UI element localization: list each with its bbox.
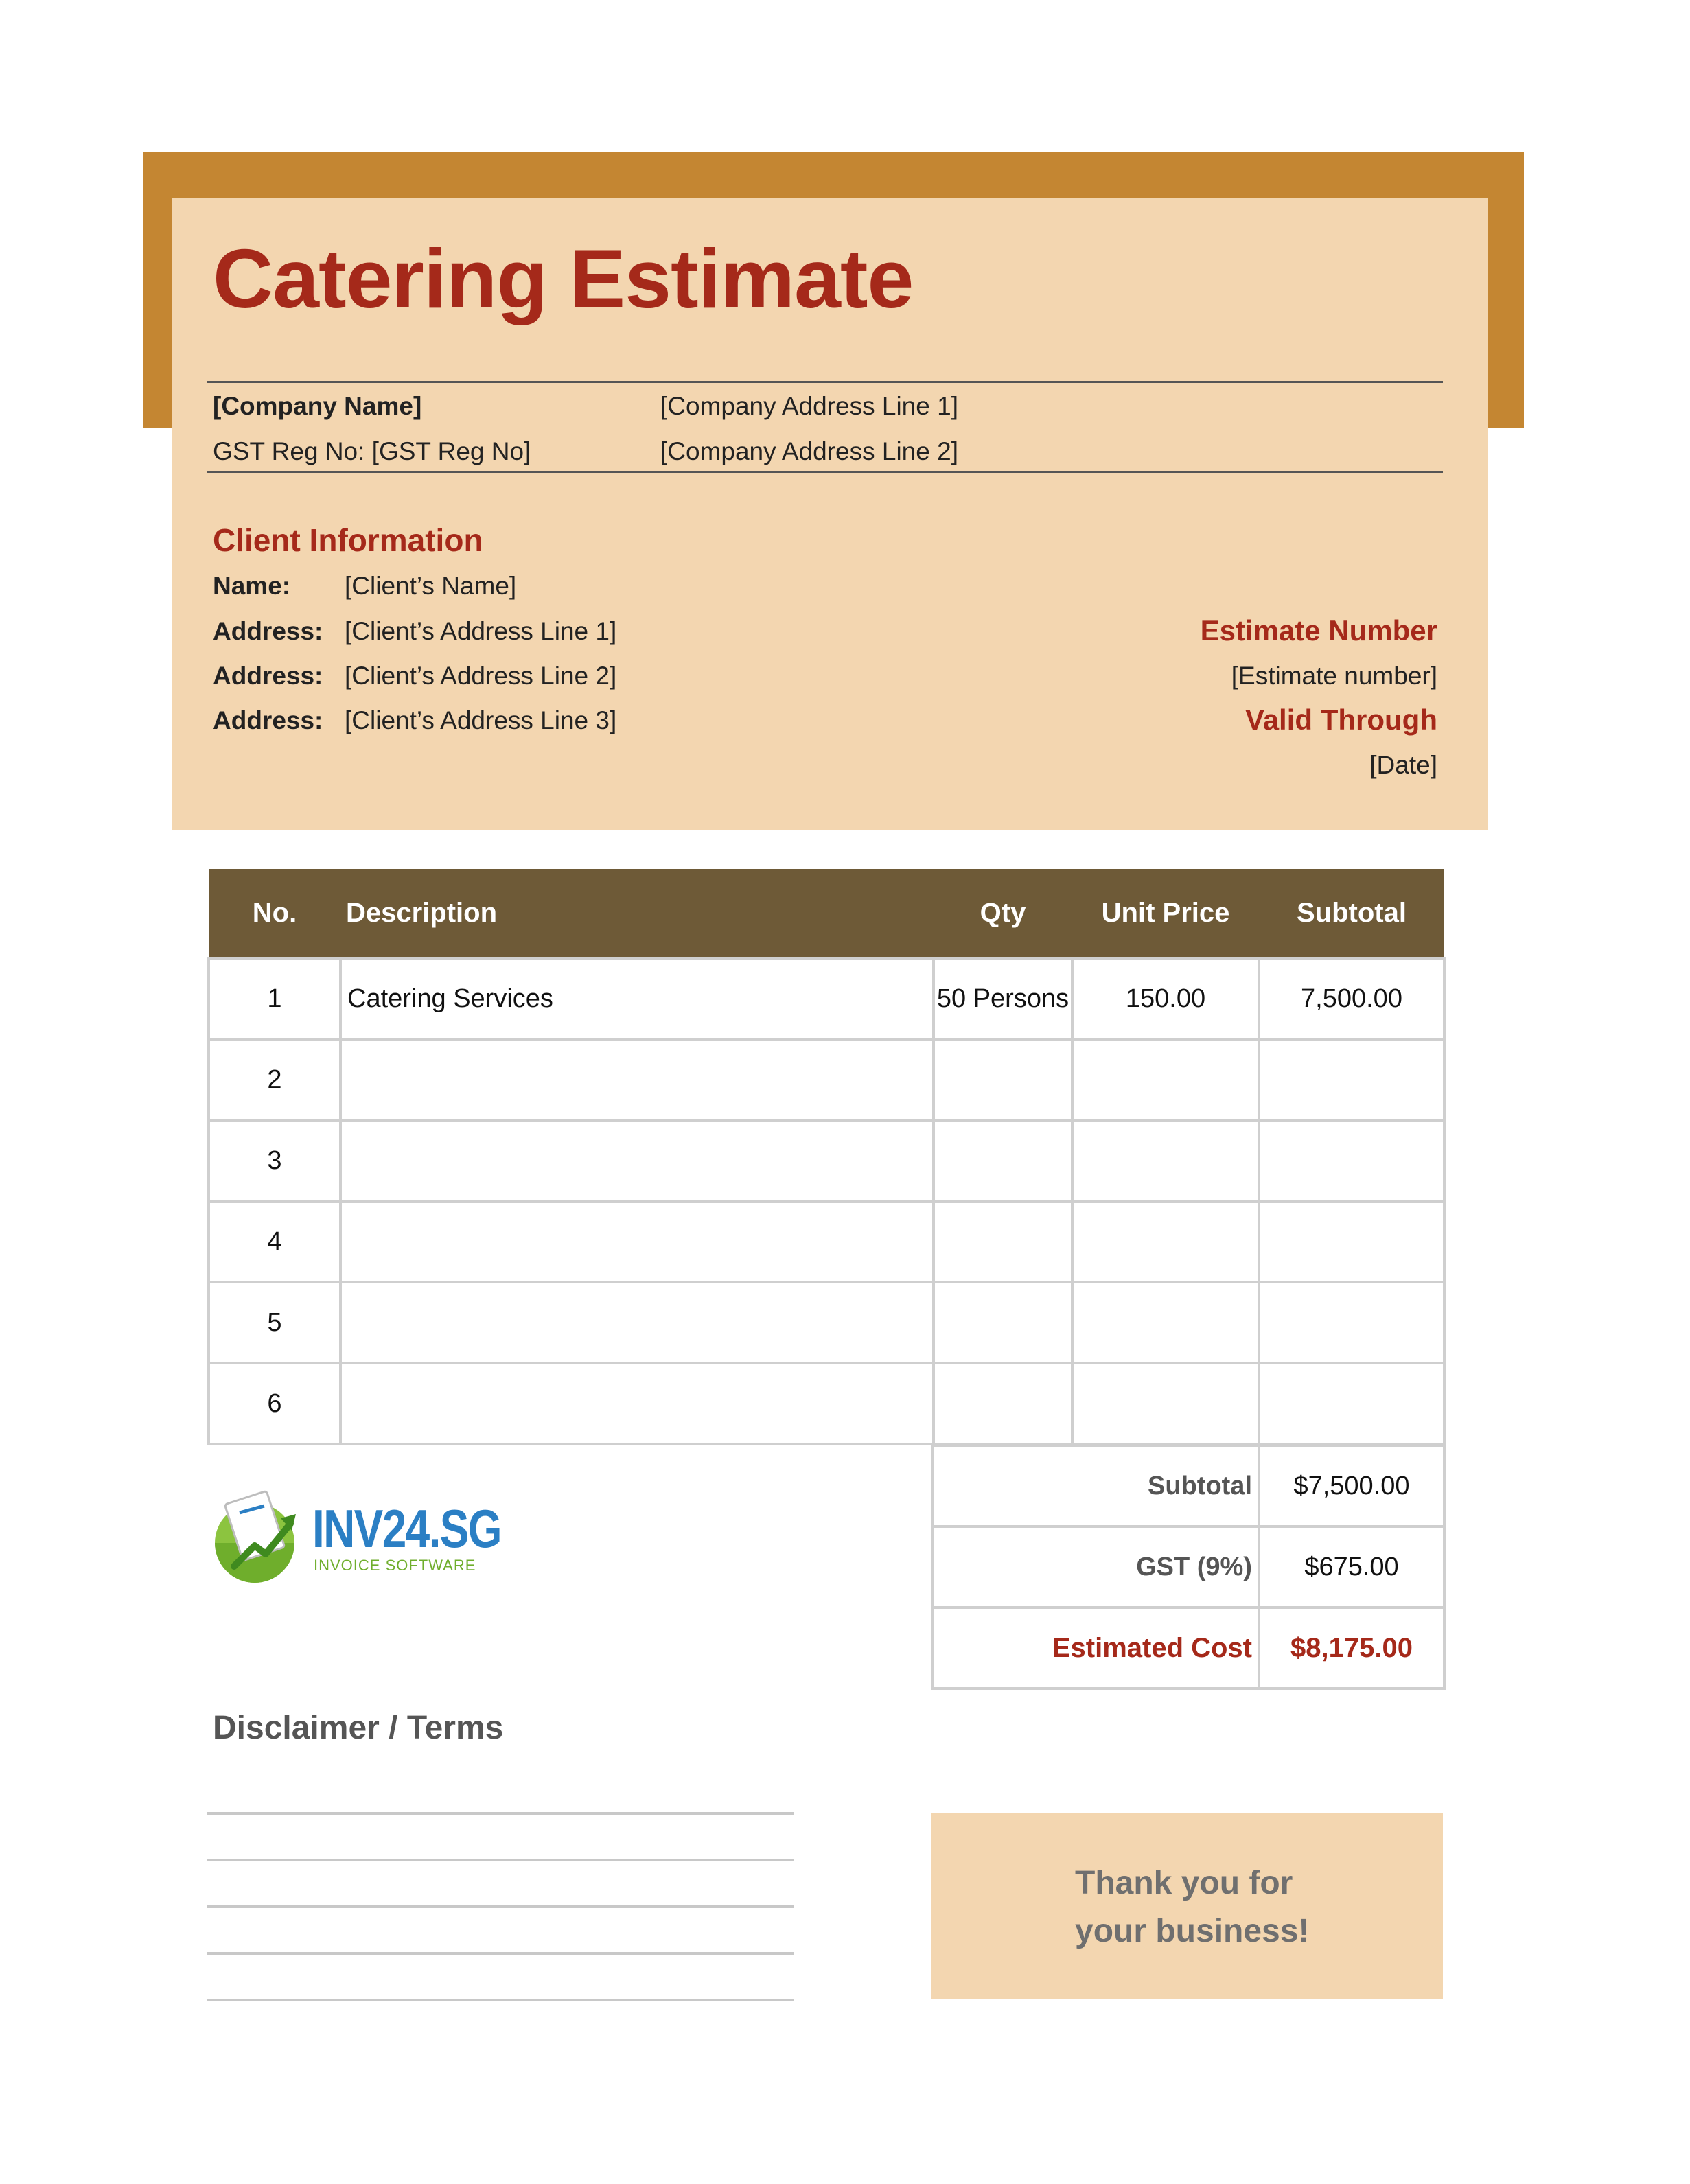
row-qty	[934, 1120, 1072, 1201]
row-unit-price	[1072, 1282, 1259, 1363]
company-address-line-2: [Company Address Line 2]	[660, 437, 958, 465]
estimated-cost-value: $8,175.00	[1259, 1607, 1444, 1688]
row-description	[340, 1120, 934, 1201]
client-name-label: Name:	[213, 572, 291, 600]
disclaimer-line	[207, 1905, 794, 1908]
thank-you-box	[931, 1813, 1443, 1999]
company-name: [Company Name]	[213, 392, 422, 420]
disclaimer-line	[207, 1812, 794, 1815]
valid-through-value: [Date]	[1369, 751, 1437, 779]
document-title: Catering Estimate	[213, 232, 914, 325]
table-row	[209, 958, 1444, 1039]
table-row	[209, 1201, 1444, 1282]
header-unit-price: Unit Price	[1072, 869, 1259, 958]
table-row	[209, 1039, 1444, 1120]
company-address-line-1: [Company Address Line 1]	[660, 392, 958, 420]
disclaimer-heading: Disclaimer / Terms	[213, 1710, 504, 1746]
valid-through-label: Valid Through	[1245, 704, 1437, 736]
row-description	[340, 1282, 934, 1363]
row-no: 6	[209, 1363, 340, 1444]
client-address-line-3: [Client’s Address Line 3]	[345, 706, 617, 734]
gst-value: $675.00	[1259, 1526, 1444, 1607]
logo-chart-icon	[209, 1489, 305, 1585]
client-name-value: [Client’s Name]	[345, 572, 517, 600]
company-top-rule	[207, 381, 1443, 383]
gst-label: GST (9%)	[932, 1526, 1259, 1607]
row-subtotal: 7,500.00	[1259, 958, 1444, 1039]
row-description	[340, 1039, 934, 1120]
table-row	[209, 1282, 1444, 1363]
inv24-logo	[209, 1489, 505, 1585]
row-no: 5	[209, 1282, 340, 1363]
row-description: Catering Services	[340, 958, 934, 1039]
estimate-number-value: [Estimate number]	[1231, 662, 1437, 690]
thank-you-line-1: Thank you for	[1075, 1865, 1293, 1901]
row-subtotal	[1259, 1039, 1444, 1120]
row-no: 1	[209, 958, 340, 1039]
row-unit-price	[1072, 1363, 1259, 1444]
row-subtotal	[1259, 1201, 1444, 1282]
row-description	[340, 1363, 934, 1444]
row-no: 4	[209, 1201, 340, 1282]
table-row	[209, 1363, 1444, 1444]
row-description	[340, 1201, 934, 1282]
estimate-number-label: Estimate Number	[1200, 614, 1437, 647]
gst-row	[932, 1526, 1444, 1607]
disclaimer-line	[207, 1952, 794, 1955]
estimated-cost-row	[932, 1607, 1444, 1688]
header-qty: Qty	[934, 869, 1072, 958]
row-unit-price	[1072, 1039, 1259, 1120]
header-description: Description	[340, 869, 934, 958]
row-no: 3	[209, 1120, 340, 1201]
row-qty	[934, 1039, 1072, 1120]
row-no: 2	[209, 1039, 340, 1120]
subtotal-label: Subtotal	[932, 1445, 1259, 1526]
row-qty	[934, 1363, 1072, 1444]
totals-table	[931, 1444, 1446, 1690]
row-qty	[934, 1201, 1072, 1282]
client-address-line-1: [Client’s Address Line 1]	[345, 617, 617, 645]
client-address-label-1: Address:	[213, 617, 323, 645]
company-gst: GST Reg No: [GST Reg No]	[213, 437, 531, 465]
client-address-label-3: Address:	[213, 706, 323, 734]
disclaimer-line	[207, 1999, 794, 2001]
logo-wordmark: INV24.SG	[312, 1498, 501, 1559]
row-subtotal	[1259, 1282, 1444, 1363]
disclaimer-line	[207, 1859, 794, 1861]
estimated-cost-label: Estimated Cost	[932, 1607, 1259, 1688]
thank-you-line-2: your business!	[1075, 1913, 1310, 1949]
header-subtotal: Subtotal	[1259, 869, 1444, 958]
subtotal-row	[932, 1445, 1444, 1526]
logo-tagline: INVOICE SOFTWARE	[314, 1557, 476, 1574]
client-address-label-2: Address:	[213, 662, 323, 690]
row-unit-price	[1072, 1120, 1259, 1201]
company-bottom-rule	[207, 471, 1443, 473]
header-no: No.	[209, 869, 340, 958]
row-unit-price: 150.00	[1072, 958, 1259, 1039]
table-row	[209, 1120, 1444, 1201]
table-header-row	[209, 869, 1444, 958]
row-subtotal	[1259, 1363, 1444, 1444]
row-qty	[934, 1282, 1072, 1363]
row-subtotal	[1259, 1120, 1444, 1201]
items-table	[207, 869, 1446, 1445]
subtotal-value: $7,500.00	[1259, 1445, 1444, 1526]
row-qty: 50 Persons	[934, 958, 1072, 1039]
client-address-line-2: [Client’s Address Line 2]	[345, 662, 617, 690]
client-info-heading: Client Information	[213, 522, 483, 558]
row-unit-price	[1072, 1201, 1259, 1282]
